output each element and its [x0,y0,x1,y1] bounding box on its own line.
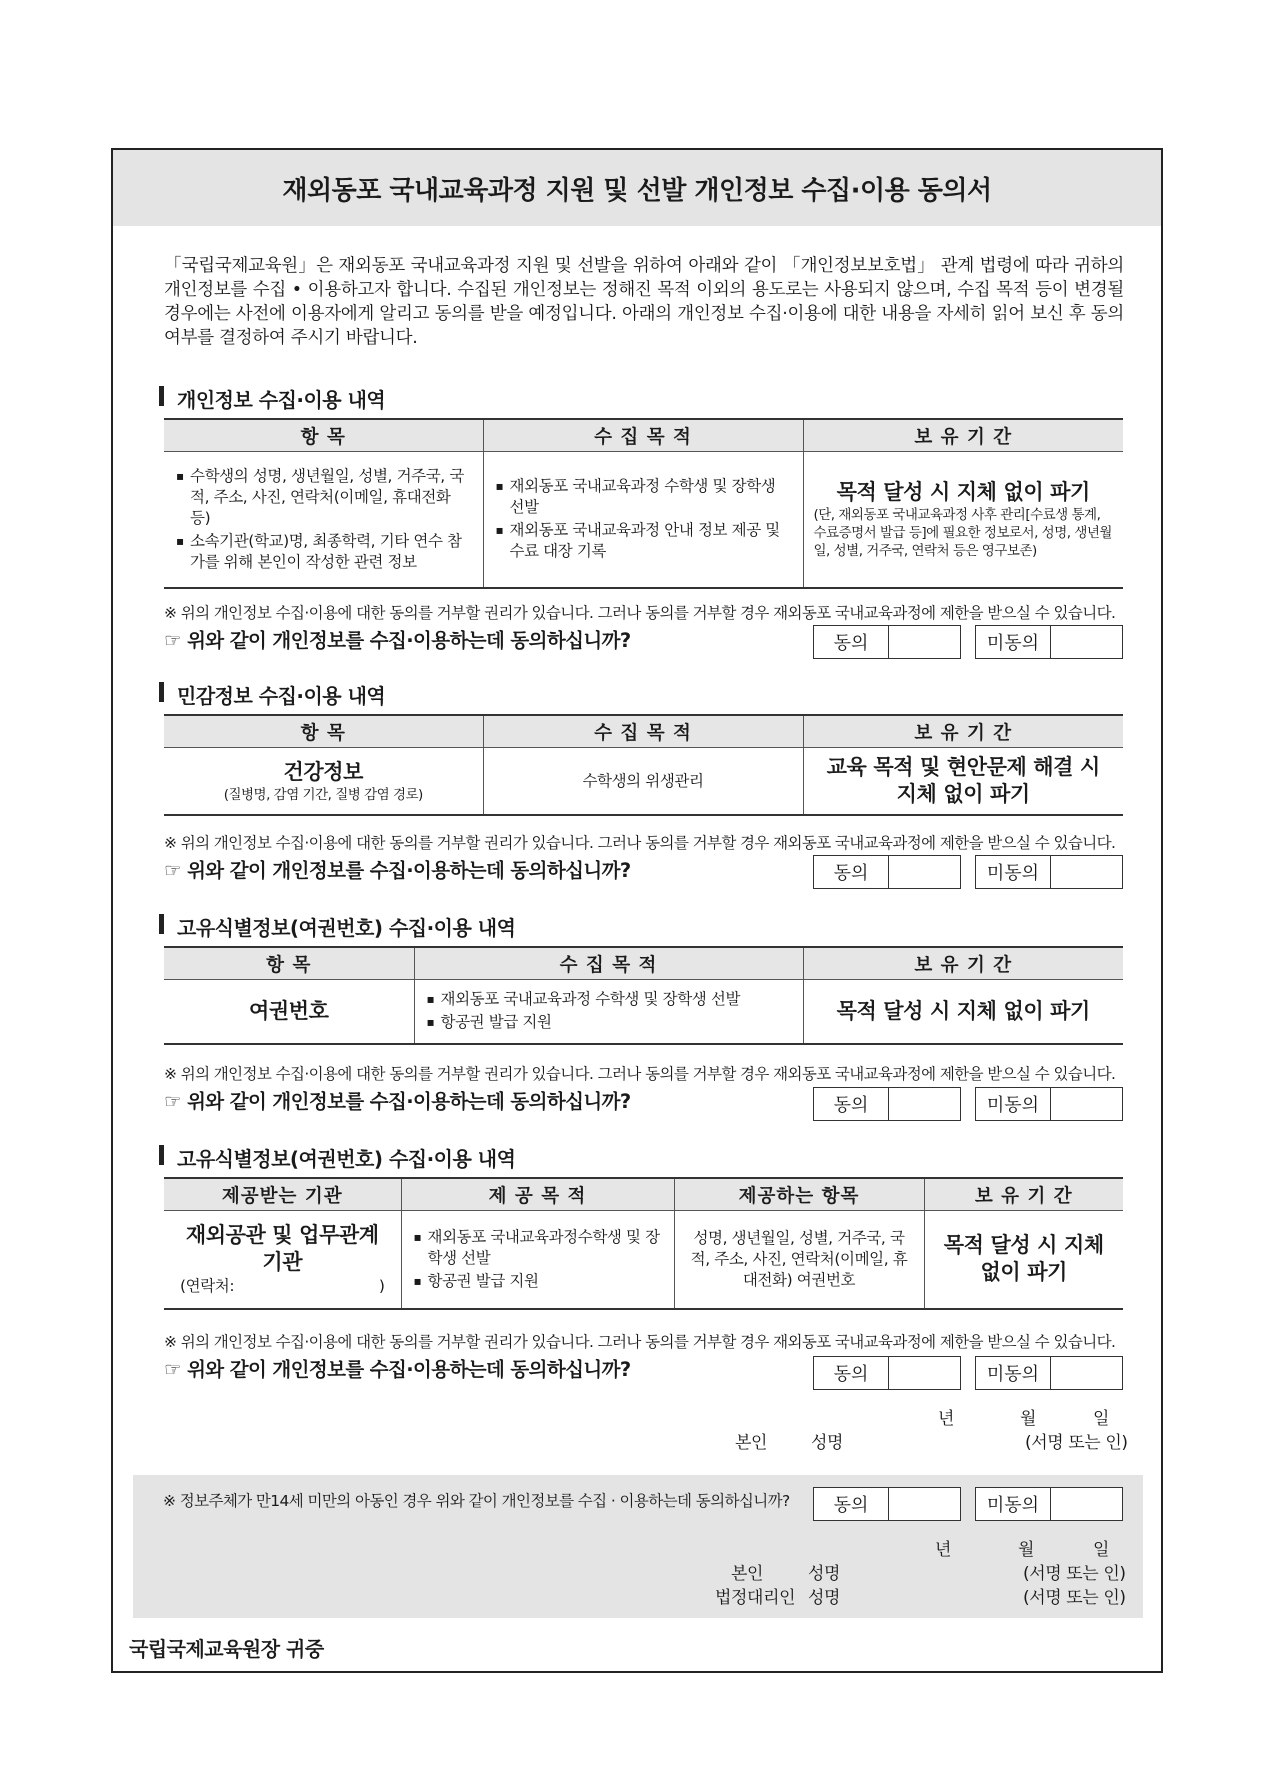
list-item: ▪ 재외동포 국내교육과정 수학생 및 장학생 선발 [425,989,793,1010]
section3-heading: 고유식별정보(여권번호) 수집·이용 내역 [159,912,515,941]
section1-notice: ※ 위의 개인정보 수집·이용에 대한 동의를 거부할 권리가 있습니다. 그러나 동의를 거부할 경우 재외동포 국내교육과정에 제한을 받으실 수 있습니다. [164,604,1116,622]
list-item: ▪ 재외동포 국내교육과정 수학생 및 장학생 선발 [494,476,793,518]
col-period: 보 유 기 간 [803,715,1123,748]
minor-guardian-name[interactable]: 성명 [808,1588,841,1608]
section2-disagree-box[interactable] [975,855,1123,889]
section2-table [164,714,1123,816]
disagree-checkbox[interactable] [1051,1088,1122,1120]
minor-self-label: 본인 [731,1564,764,1584]
sign-day: 일 [1093,1409,1110,1429]
agree-label: 동의 [814,856,889,888]
col-purpose: 제 공 목 적 [401,1178,674,1211]
footer-addressee: 국립국제교육원장 귀중 [129,1637,324,1661]
disagree-checkbox[interactable] [1051,856,1122,888]
list-item: ▪ 소속기관(학교)명, 최종학력, 기타 연수 참가를 위해 본인이 작성한 관련 정보 [174,531,473,573]
agree-label: 동의 [814,1088,889,1120]
agree-checkbox[interactable] [889,626,960,658]
org-contact-close: ) [378,1276,385,1295]
disagree-label: 미동의 [976,1488,1051,1520]
section3-question: ☞ 위와 같이 개인정보를 수집·이용하는데 동의하십니까? [164,1090,631,1113]
section3-disagree-box[interactable] [975,1087,1123,1121]
section4-heading: 고유식별정보(여권번호) 수집·이용 내역 [159,1143,515,1172]
section3-agree-box[interactable] [813,1087,961,1121]
col-item: 항 목 [164,947,414,980]
agree-checkbox[interactable] [889,856,960,888]
disagree-checkbox[interactable] [1051,626,1122,658]
item-list [174,466,473,573]
minor-disagree-box[interactable] [975,1487,1123,1521]
sign-name-label[interactable]: 성명 [811,1433,844,1453]
minor-guardian-seal[interactable]: (서명 또는 인) [1023,1588,1126,1608]
item-sub: (질병명, 감염 기간, 질병 감염 경로) [223,786,423,803]
disagree-label: 미동의 [976,1088,1051,1120]
minor-agree-box[interactable] [813,1487,961,1521]
item-main: 건강정보 [283,759,364,784]
section4-notice: ※ 위의 개인정보 수집·이용에 대한 동의를 거부할 권리가 있습니다. 그러나 동의를 거부할 경우 재외동포 국내교육과정에 제한을 받으실 수 있습니다. [164,1333,1116,1351]
section2-notice: ※ 위의 개인정보 수집·이용에 대한 동의를 거부할 권리가 있습니다. 그러나 동의를 거부할 경우 재외동포 국내교육과정에 제한을 받으실 수 있습니다. [164,834,1116,852]
purpose-list [425,989,793,1033]
minor-self-seal[interactable]: (서명 또는 인) [1023,1564,1126,1584]
section3-table [164,946,1123,1045]
minor-year: 년 [935,1540,952,1560]
sign-self-label: 본인 [735,1433,768,1453]
section4-table [164,1177,1123,1310]
disagree-label: 미동의 [976,1357,1051,1389]
disagree-label: 미동의 [976,626,1051,658]
section1-heading: 개인정보 수집·이용 내역 [159,384,385,413]
purpose-list [494,476,793,562]
agree-label: 동의 [814,1488,889,1520]
section1-question: ☞ 위와 같이 개인정보를 수집·이용하는데 동의하십니까? [164,629,631,652]
section3-notice: ※ 위의 개인정보 수집·이용에 대한 동의를 거부할 권리가 있습니다. 그러나 동의를 거부할 경우 재외동포 국내교육과정에 제한을 받으실 수 있습니다. [164,1065,1116,1083]
minor-day: 일 [1093,1540,1110,1560]
disagree-checkbox[interactable] [1051,1488,1122,1520]
form-title: 재외동포 국내교육과정 지원 및 선발 개인정보 수집·이용 동의서 [113,150,1161,226]
agree-checkbox[interactable] [889,1488,960,1520]
minor-notice: ※ 정보주체가 만14세 미만의 아동인 경우 위와 같이 개인정보를 수집 · 이용하는데 동의하십니까? [163,1492,790,1510]
period-note: (단, 재외동포 국내교육과정 사후 관리[수료생 통계, 수료증명서 발급 등]에 필요한 정보로서, 성명, 생년월일, 성별, 거주국, 연락처 등은 영구보존) [813,506,1112,559]
sign-month: 월 [1020,1409,1037,1429]
col-period: 보 유 기 간 [803,419,1123,452]
section2-agree-box[interactable] [813,855,961,889]
minor-consent-area [133,1475,1143,1618]
period-cell: 목적 달성 시 지체 없이 파기 [943,1233,1104,1285]
col-period: 보 유 기 간 [803,947,1123,980]
list-item: ▪ 재외동포 국내교육과정 안내 정보 제공 및 수료 대장 기록 [494,520,793,562]
section1-table [164,418,1123,589]
col-purpose: 수 집 목 적 [414,947,803,980]
intro-paragraph: 「국립국제교육원」은 재외동포 국내교육과정 지원 및 선발을 위하여 아래와 같이 「개인정보보호법」 관계 법령에 따라 귀하의 개인정보를 수집 • 이용하고자 합니다. 수집된 개인정보는 정해진 목적 이외의 용도로는 사용되지 않으며, 수집 목적 등이 변경될 경우에는 사전에 이용자에게 알리고 동의를 받을 예정입니다. 아래의 개인정보 수집·이용에 대한 내용을 자세히 읽어 보신 후 동의 여부를 결정하여 주시기 바랍니다. [164,256,1124,348]
list-item: ▪ 재외동포 국내교육과정수학생 및 장학생 선발 [412,1227,664,1269]
minor-self-name[interactable]: 성명 [808,1564,841,1584]
consent-form [111,148,1163,1673]
purpose-list [412,1227,664,1292]
sign-year: 년 [938,1409,955,1429]
col-items: 제공하는 항목 [674,1178,924,1211]
col-item: 항 목 [164,715,483,748]
minor-guardian-label: 법정대리인 [715,1588,796,1608]
period-cell: 목적 달성 시 지체 없이 파기 [836,998,1090,1023]
section1-agree-box[interactable] [813,625,961,659]
agree-label: 동의 [814,1357,889,1389]
section2-question: ☞ 위와 같이 개인정보를 수집·이용하는데 동의하십니까? [164,859,631,882]
org-contact-label: (연락처: [180,1276,235,1295]
agree-checkbox[interactable] [889,1357,960,1389]
section4-question: ☞ 위와 같이 개인정보를 수집·이용하는데 동의하십니까? [164,1358,631,1381]
org-main: 재외공관 및 업무관계 기관 [185,1222,379,1274]
list-item: ▪ 항공권 발급 지원 [412,1271,664,1292]
disagree-label: 미동의 [976,856,1051,888]
minor-month: 월 [1018,1540,1035,1560]
section1-disagree-box[interactable] [975,625,1123,659]
section4-agree-box[interactable] [813,1356,961,1390]
section4-disagree-box[interactable] [975,1356,1123,1390]
list-item: ▪ 항공권 발급 지원 [425,1012,793,1033]
col-org: 제공받는 기관 [164,1178,401,1211]
purpose-cell: 수학생의 위생관리 [483,748,803,816]
col-item: 항 목 [164,419,483,452]
col-period: 보 유 기 간 [924,1178,1123,1211]
sign-seal-label[interactable]: (서명 또는 인) [1025,1433,1128,1453]
period-main: 목적 달성 시 지체 없이 파기 [836,479,1090,504]
provided-items: 성명, 생년월일, 성별, 거주국, 국적, 주소, 사진, 연락처(이메일, 휴대전화) 여권번호 [674,1211,924,1309]
disagree-checkbox[interactable] [1051,1357,1122,1389]
section2-heading: 민감정보 수집·이용 내역 [159,680,385,709]
list-item: ▪ 수학생의 성명, 생년월일, 성별, 거주국, 국적, 주소, 사진, 연락처(이메일, 휴대전화 등) [174,466,473,529]
agree-checkbox[interactable] [889,1088,960,1120]
col-purpose: 수 집 목 적 [483,419,803,452]
agree-label: 동의 [814,626,889,658]
period-cell: 교육 목적 및 현안문제 해결 시 지체 없이 파기 [826,755,1100,806]
col-purpose: 수 집 목 적 [483,715,803,748]
item-cell: 여권번호 [248,998,329,1023]
